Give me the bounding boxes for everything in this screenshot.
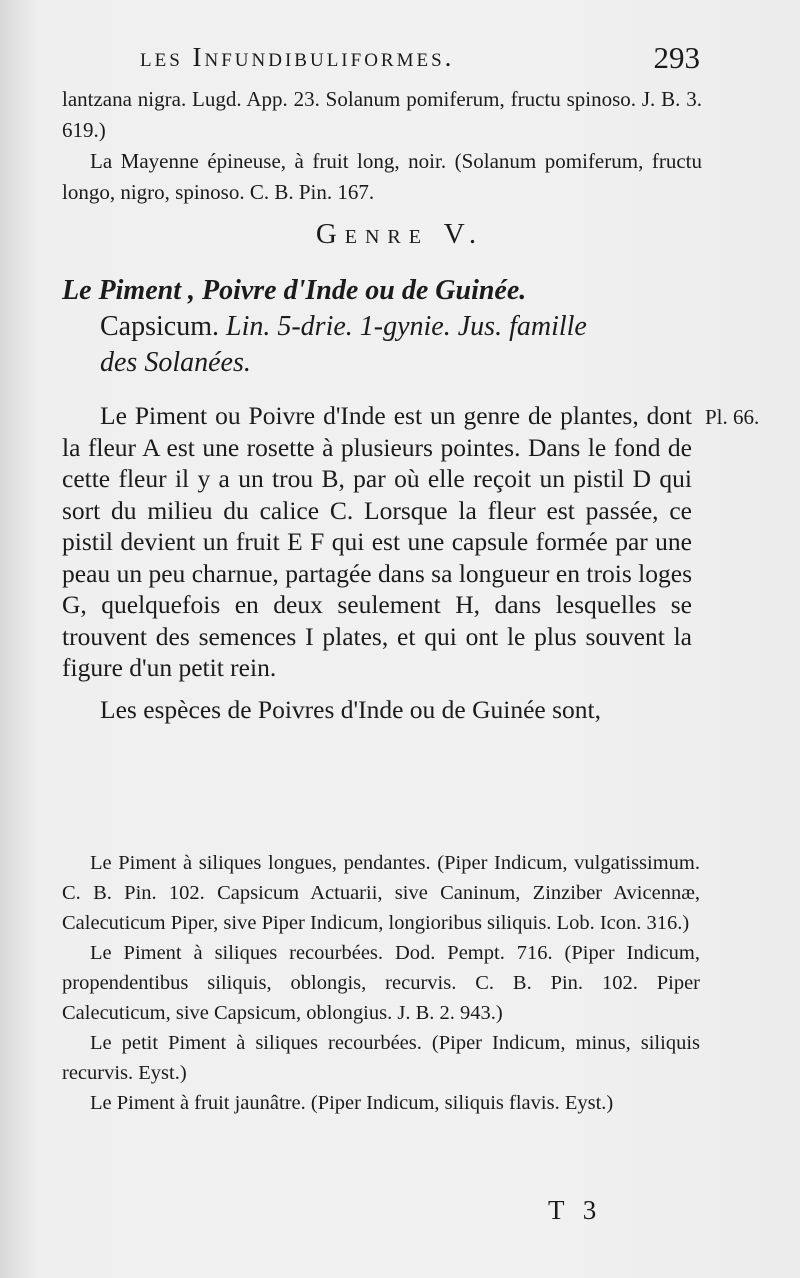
- genre-heading: Genre V.: [315, 218, 485, 250]
- genus-classification: [100, 310, 702, 344]
- top-text-block: [62, 84, 702, 208]
- page-header: [140, 36, 700, 86]
- top-text-paragraph: La Mayenne épineuse, à fruit long, noir. (Solanum pomiferum, fructu longo, nigro, spinoso. C. B. Pin. 167.: [62, 149, 702, 204]
- species-entry: Le Piment à fruit jaunâtre. (Piper Indicum, siliquis flavis. Eyst.): [90, 1092, 614, 1114]
- top-text-paragraph: lantzana nigra. Lugd. App. 23. Solanum pomiferum, fructu spinoso. J. B. 3. 619.): [62, 87, 702, 142]
- main-text: [62, 400, 692, 725]
- page-number: 293: [653, 40, 700, 75]
- species-entry: Le petit Piment à siliques recourbées. (Piper Indicum, minus, siliquis recurvis. Eyst.): [62, 1032, 700, 1084]
- genus-latin-name: Capsicum.: [100, 311, 226, 342]
- species-entry: Le Piment à siliques recourbées. Dod. Pempt. 716. (Piper Indicum, propendentibus siliquis, oblongis, recurvis. C. B. Pin. 102. Piper Calecuticum, sive Capsicum, oblongius. J. B. 2. 943.): [62, 942, 700, 1024]
- signature-mark: T 3: [548, 1195, 603, 1225]
- species-intro-paragraph: Les espèces de Poivres d'Inde ou de Guinée sont,: [100, 694, 601, 724]
- genus-family: des Solanées.: [100, 347, 251, 378]
- plate-reference: Pl. 66.: [705, 405, 760, 429]
- genus-title: Le Piment , Poivre d'Inde ou de Guinée.: [62, 275, 527, 306]
- running-head: les Infundibuliformes.: [140, 42, 455, 72]
- genus-linnaeus-ref: Lin. 5-drie. 1-gynie. Jus. famille: [226, 311, 587, 342]
- description-paragraph: Le Piment ou Poivre d'Inde est un genre de plantes, dont la fleur A est une rosette à plusieurs pointes. Dans le fond de cette fleur il y a un trou B, par où elle reçoit un pistil D qui sort du milieu du calice C. Lorsque la fleur est passée, ce pistil devient un fruit E F qui est une capsule formée par une peau un peu charnue, partagée dans sa longueur en trois loges G, quelquefois en deux seulement H, dans lesquelles se trouvent des semences I plates, et qui ont le plus souvent la figure d'un petit rein.: [62, 401, 692, 682]
- species-entry: Le Piment à siliques longues, pendantes. (Piper Indicum, vulgatissimum. C. B. Pin. 102. Capsicum Actuarii, sive Caninum, Zinziber Avicennæ, Calecuticum Piper, sive Piper Indicum, longioribus siliquis. Lob. Icon. 316.): [62, 852, 700, 934]
- species-list: [62, 848, 700, 1118]
